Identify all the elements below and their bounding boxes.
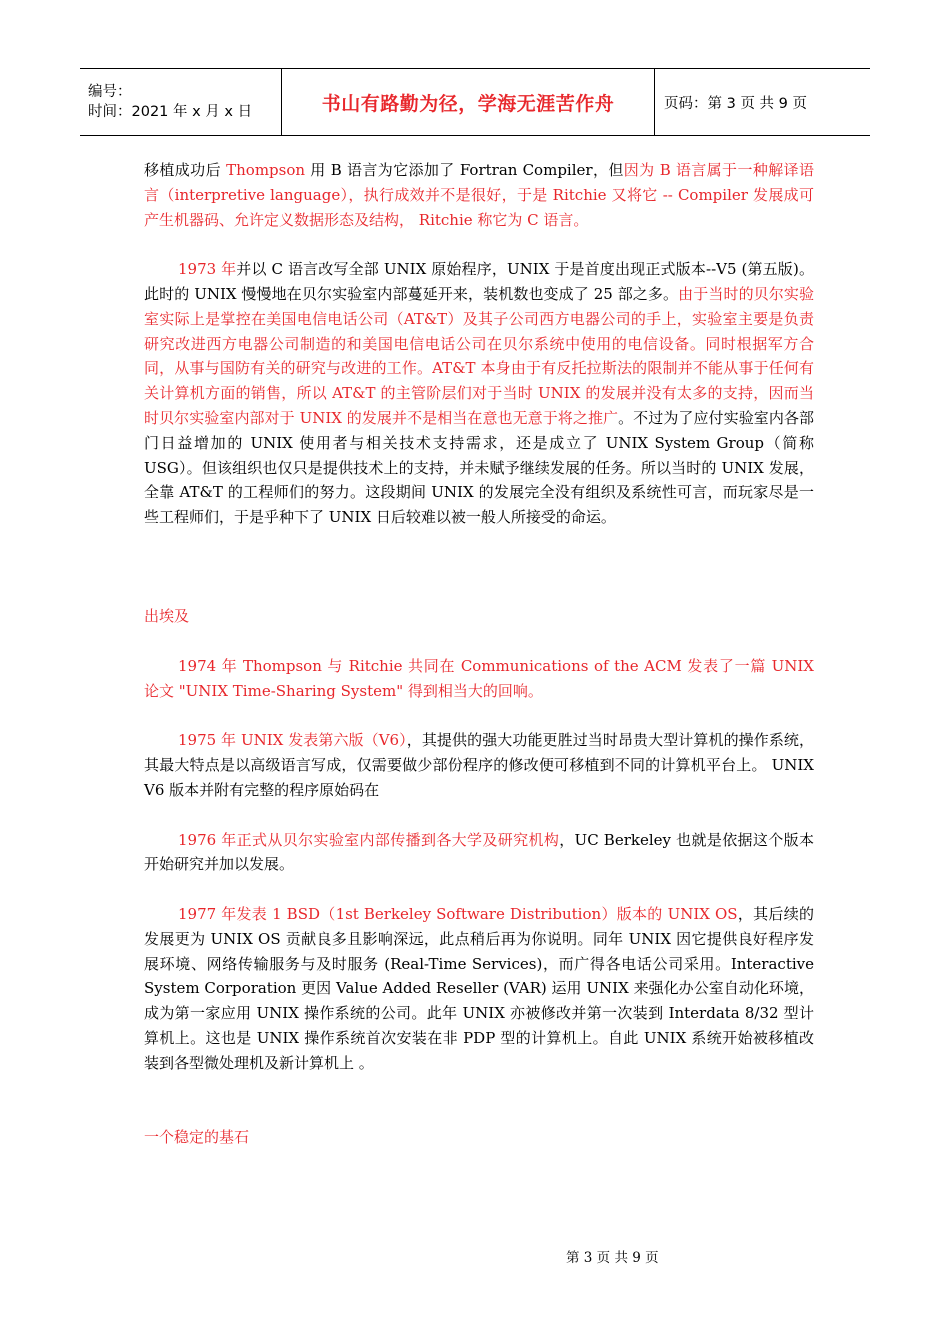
- paragraph-fortran: [144, 158, 814, 232]
- paragraph-1975: [144, 728, 814, 802]
- paragraph-1974: [144, 654, 814, 704]
- highlighted-text: 1974 年 Thompson 与 Ritchie 共同在 Communications of the ACM 发表了一篇 UNIX 论文 "UNIX Time-Sharing System" 得到相当大的回响。: [144, 656, 814, 700]
- highlighted-text: 由于当时的贝尔实验室实际上是掌控在美国电信电话公司（AT&T）及其子公司西方电器公司的手上，实验室主要是负责研究改进西方电器公司制造的和美国电信电话公司在贝尔系统中使用的电信设备。同时根据军方合同，从事与国防有关的研究与改进的工作。AT&T 本身由于有反托拉斯法的限制并不能从事于任何有关计算机方面的销售，所以 AT&T 的主管阶层们对于当时 UNIX 的发展并没有太多的支持，因而当时贝尔实验室内部对于 UNIX 的发展并不是相当在意也无意于将之推广: [144, 284, 814, 427]
- header-page-label: 页码：第 3 页 共 9 页: [664, 95, 807, 112]
- body-text: 并以 C 语言改写全部 UNIX 原始程序，UNIX 于是首度出现正式版本--V5 (第五版)。此时的 UNIX 慢慢地在贝尔实验室内部蔓延开来，装机数也变成了 25 部之多。: [144, 260, 814, 303]
- paragraph-1973: [144, 257, 814, 530]
- highlighted-text: 因为 B 语言属于一种解译语言（interpretive language），执行成效并不是很好，于是 Ritchie 又将它 -- Compiler 发展成可产生机器码、允许定义数据形态及结构， Ritchie 称它为 C 语言。: [144, 161, 815, 229]
- header-motto: 书山有路勤为径，学海无涯苦作舟: [282, 69, 655, 135]
- section-heading-cornerstone: 一个稳定的基石: [144, 1128, 250, 1147]
- header-meta: [80, 69, 282, 135]
- document-header: [80, 68, 870, 136]
- highlighted-text: 1975 年 UNIX 发表第六版（V6）: [178, 731, 407, 750]
- body-text: 移植成功后: [144, 161, 227, 179]
- header-number-label: 编号：: [88, 84, 132, 100]
- highlighted-text: 1976 年正式从贝尔实验室内部传播到各大学及研究机构: [178, 830, 560, 849]
- document-body: [144, 158, 814, 1150]
- body-text: 用 B 语言为它添加了 Fortran Compiler，但: [305, 161, 624, 179]
- highlighted-text: 1973 年: [178, 260, 237, 279]
- highlighted-text: Thompson: [226, 161, 306, 179]
- body-text: ，其后续的发展更为 UNIX OS 贡献良多且影响深远，此点稍后再为你说明。同年 UNIX 因它提供良好程序发展环境、网络传输服务与及时服务 (Real-Time Services)，而广得各电话公司采用。Interactive System Corporation 更因 Value Added Reseller (VAR) 运用 UNIX 来强化办公室自动化环境，成为第一家应用 UNIX 操作系统的公司。此年 UNIX 亦被修改并第一次装到 Interdata 8/32 型计算机上。这也是 UNIX 操作系统首次安装在非 PDP 型的计算机上。自此 UNIX 系统开始被移植改装到各型微处理机及新计算机上 。: [144, 904, 814, 1072]
- body-text: ，其提供的强大功能更胜过当时昂贵大型计算机的操作系统，其最大特点是以高级语言写成，仅需要做少部份程序的修改便可移植到不同的计算机平台上。 UNIX V6 版本并附有完整的程序原始码在: [144, 731, 814, 799]
- header-time-label: 时间：2021 年 x 月 x 日: [88, 104, 253, 120]
- highlighted-text: 1977 年发表 1 BSD（1st Berkeley Software Distribution）版本的 UNIX OS: [178, 904, 738, 923]
- paragraph-1976: [144, 828, 814, 878]
- footer-page-number: 第 3 页 共 9 页: [566, 1250, 659, 1266]
- section-heading-exodus: 出埃及: [144, 607, 190, 626]
- paragraph-1977: [144, 902, 814, 1076]
- body-text: 。不过为了应付实验室内各部门日益增加的 UNIX 使用者与相关技术支持需求，还是成立了 UNIX System Group（简称 USG）。但该组织也仅只是提供技术上的支持，并未赋予继续发展的任务。所以当时的 UNIX 发展，全靠 AT&T 的工程师们的努力。这段期间 UNIX 的发展完全没有组织及系统性可言，而玩家尽是一些工程师们，于是乎种下了 UNIX 日后较难以被一般人所接受的命运。: [144, 408, 814, 527]
- body-text: ，UC Berkeley 也就是依据这个版本开始研究并加以发展。: [144, 830, 814, 874]
